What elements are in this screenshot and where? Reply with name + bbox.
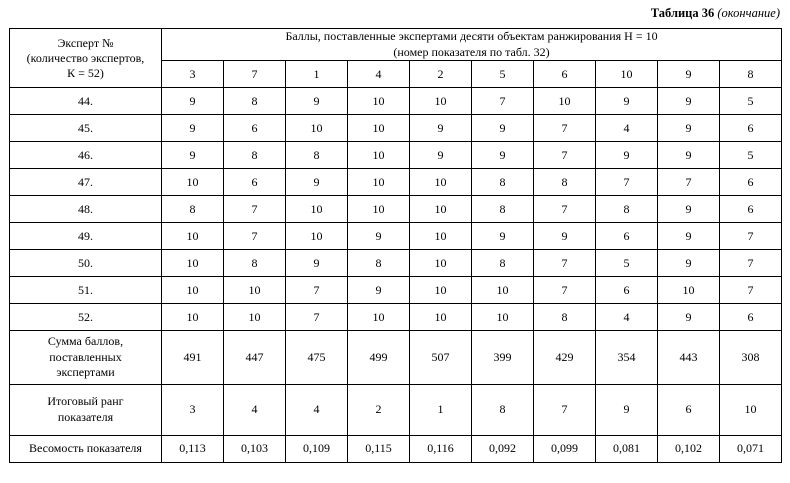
rank-cell: 6 (658, 384, 720, 435)
cell: 10 (410, 196, 472, 223)
cell: 9 (534, 223, 596, 250)
cell: 6 (720, 196, 782, 223)
cell: 7 (286, 304, 348, 331)
rank-cell: 3 (162, 384, 224, 435)
cell: 7 (534, 196, 596, 223)
cell: 10 (286, 115, 348, 142)
rank-label-line2: показателя (57, 409, 114, 424)
table-row (10, 196, 782, 223)
cell: 6 (224, 115, 286, 142)
cell: 7 (286, 277, 348, 304)
row-label: 48. (10, 196, 162, 223)
cell: 7 (472, 88, 534, 115)
cell: 10 (534, 88, 596, 115)
summary-cell: 447 (224, 331, 286, 385)
table-row (10, 250, 782, 277)
table-row (10, 304, 782, 331)
cell: 9 (410, 142, 472, 169)
cell: 4 (596, 115, 658, 142)
summary-cell: 399 (472, 331, 534, 385)
cell: 9 (658, 142, 720, 169)
weight-cell: 0,113 (162, 435, 224, 462)
rank-cell: 9 (596, 384, 658, 435)
row-label: 47. (10, 169, 162, 196)
cell: 9 (658, 223, 720, 250)
cell: 7 (720, 223, 782, 250)
table-row (10, 169, 782, 196)
cell: 10 (162, 277, 224, 304)
cell: 8 (472, 196, 534, 223)
column-header-6: 5 (472, 61, 534, 88)
cell: 9 (472, 142, 534, 169)
cell: 7 (534, 115, 596, 142)
cell: 8 (224, 250, 286, 277)
weight-cell: 0,116 (410, 435, 472, 462)
cell: 10 (472, 277, 534, 304)
table-row (10, 223, 782, 250)
summary-cell: 499 (348, 331, 410, 385)
cell: 9 (162, 88, 224, 115)
cell: 10 (410, 304, 472, 331)
cell: 9 (348, 277, 410, 304)
cell: 9 (658, 304, 720, 331)
cell: 9 (658, 250, 720, 277)
header-expert-column (10, 29, 162, 88)
cell: 6 (720, 115, 782, 142)
table-row (10, 115, 782, 142)
cell: 9 (162, 115, 224, 142)
cell: 8 (286, 142, 348, 169)
header-expert-line2: (количество экспертов, (26, 50, 145, 65)
cell: 9 (348, 223, 410, 250)
table-row (10, 277, 782, 304)
cell: 10 (348, 88, 410, 115)
cell: 10 (162, 250, 224, 277)
rank-label-line1: Итоговый ранг (47, 394, 124, 409)
column-header-10: 8 (720, 61, 782, 88)
cell: 8 (224, 142, 286, 169)
cell: 9 (472, 223, 534, 250)
cell: 10 (224, 304, 286, 331)
cell: 9 (596, 88, 658, 115)
cell: 8 (224, 88, 286, 115)
row-label: 51. (10, 277, 162, 304)
row-label: 52. (10, 304, 162, 331)
summary-cell: 308 (720, 331, 782, 385)
cell: 5 (720, 142, 782, 169)
weight-cell: 0,115 (348, 435, 410, 462)
cell: 9 (410, 115, 472, 142)
summary-label-line1: Сумма баллов, (47, 334, 124, 349)
cell: 8 (534, 304, 596, 331)
cell: 10 (286, 223, 348, 250)
column-header-4: 4 (348, 61, 410, 88)
cell: 10 (410, 250, 472, 277)
cell: 10 (348, 304, 410, 331)
table-row (10, 88, 782, 115)
cell: 6 (720, 169, 782, 196)
cell: 6 (596, 277, 658, 304)
weight-cell: 0,102 (658, 435, 720, 462)
cell: 8 (596, 196, 658, 223)
cell: 7 (658, 169, 720, 196)
rank-cell: 8 (472, 384, 534, 435)
table-header-row (10, 29, 782, 61)
cell: 10 (348, 196, 410, 223)
row-label: 49. (10, 223, 162, 250)
cell: 6 (596, 223, 658, 250)
column-header-1: 3 (162, 61, 224, 88)
column-header-2: 7 (224, 61, 286, 88)
cell: 6 (224, 169, 286, 196)
summary-cell: 354 (596, 331, 658, 385)
cell: 7 (596, 169, 658, 196)
cell: 9 (658, 88, 720, 115)
header-expert-line3: К = 52) (67, 65, 104, 80)
cell: 7 (224, 196, 286, 223)
summary-row (10, 331, 782, 385)
summary-cell: 491 (162, 331, 224, 385)
cell: 8 (472, 250, 534, 277)
cell: 10 (410, 223, 472, 250)
cell: 7 (534, 142, 596, 169)
cell: 10 (348, 115, 410, 142)
rank-cell: 2 (348, 384, 410, 435)
summary-label-line2: поставленных (49, 349, 122, 364)
cell: 9 (658, 115, 720, 142)
expert-scores-table (9, 28, 782, 463)
header-scores-line1: Баллы, поставленные экспертами десяти объектам ранжирования Н = 10 (285, 29, 658, 43)
cell: 10 (410, 277, 472, 304)
table-caption-label: Таблица 36 (650, 6, 715, 20)
row-label: 50. (10, 250, 162, 277)
rank-cell: 10 (720, 384, 782, 435)
rank-cell: 7 (534, 384, 596, 435)
weight-cell: 0,092 (472, 435, 534, 462)
table-caption (651, 6, 780, 21)
cell: 10 (162, 169, 224, 196)
summary-cell: 475 (286, 331, 348, 385)
rank-row (10, 384, 782, 435)
cell: 7 (534, 250, 596, 277)
summary-label-line3: экспертами (56, 365, 115, 380)
summary-cell: 429 (534, 331, 596, 385)
rank-cell: 4 (224, 384, 286, 435)
column-header-7: 6 (534, 61, 596, 88)
rank-row-label (10, 384, 162, 435)
cell: 8 (348, 250, 410, 277)
weight-cell: 0,103 (224, 435, 286, 462)
cell: 10 (410, 169, 472, 196)
cell: 4 (596, 304, 658, 331)
table-caption-note: (окончание) (717, 6, 780, 20)
table-row (10, 142, 782, 169)
column-header-5: 2 (410, 61, 472, 88)
cell: 10 (224, 277, 286, 304)
header-scores-group (162, 29, 782, 61)
cell: 9 (286, 169, 348, 196)
cell: 7 (720, 250, 782, 277)
cell: 5 (720, 88, 782, 115)
cell: 8 (162, 196, 224, 223)
summary-cell: 443 (658, 331, 720, 385)
cell: 9 (596, 142, 658, 169)
cell: 10 (410, 88, 472, 115)
rank-cell: 4 (286, 384, 348, 435)
cell: 10 (348, 142, 410, 169)
row-label: 46. (10, 142, 162, 169)
rank-cell: 1 (410, 384, 472, 435)
row-label: 45. (10, 115, 162, 142)
cell: 9 (286, 250, 348, 277)
weight-cell: 0,081 (596, 435, 658, 462)
weight-row-label: Весомость показателя (10, 435, 162, 462)
cell: 10 (162, 304, 224, 331)
cell: 9 (472, 115, 534, 142)
cell: 10 (472, 304, 534, 331)
cell: 7 (720, 277, 782, 304)
cell: 7 (224, 223, 286, 250)
cell: 8 (534, 169, 596, 196)
column-header-8: 10 (596, 61, 658, 88)
header-expert-line1: Эксперт № (57, 35, 114, 50)
cell: 9 (286, 88, 348, 115)
cell: 10 (348, 169, 410, 196)
cell: 10 (286, 196, 348, 223)
cell: 10 (162, 223, 224, 250)
summary-cell: 507 (410, 331, 472, 385)
cell: 8 (472, 169, 534, 196)
header-scores-line2: (номер показателя по табл. 32) (393, 44, 550, 59)
row-label: 44. (10, 88, 162, 115)
cell: 7 (534, 277, 596, 304)
weight-cell: 0,109 (286, 435, 348, 462)
summary-row-label (10, 331, 162, 385)
weight-cell: 0,099 (534, 435, 596, 462)
cell: 9 (658, 196, 720, 223)
column-header-3: 1 (286, 61, 348, 88)
weight-cell: 0,071 (720, 435, 782, 462)
cell: 10 (658, 277, 720, 304)
cell: 5 (596, 250, 658, 277)
weight-row (10, 435, 782, 462)
column-header-9: 9 (658, 61, 720, 88)
cell: 6 (720, 304, 782, 331)
cell: 9 (162, 142, 224, 169)
